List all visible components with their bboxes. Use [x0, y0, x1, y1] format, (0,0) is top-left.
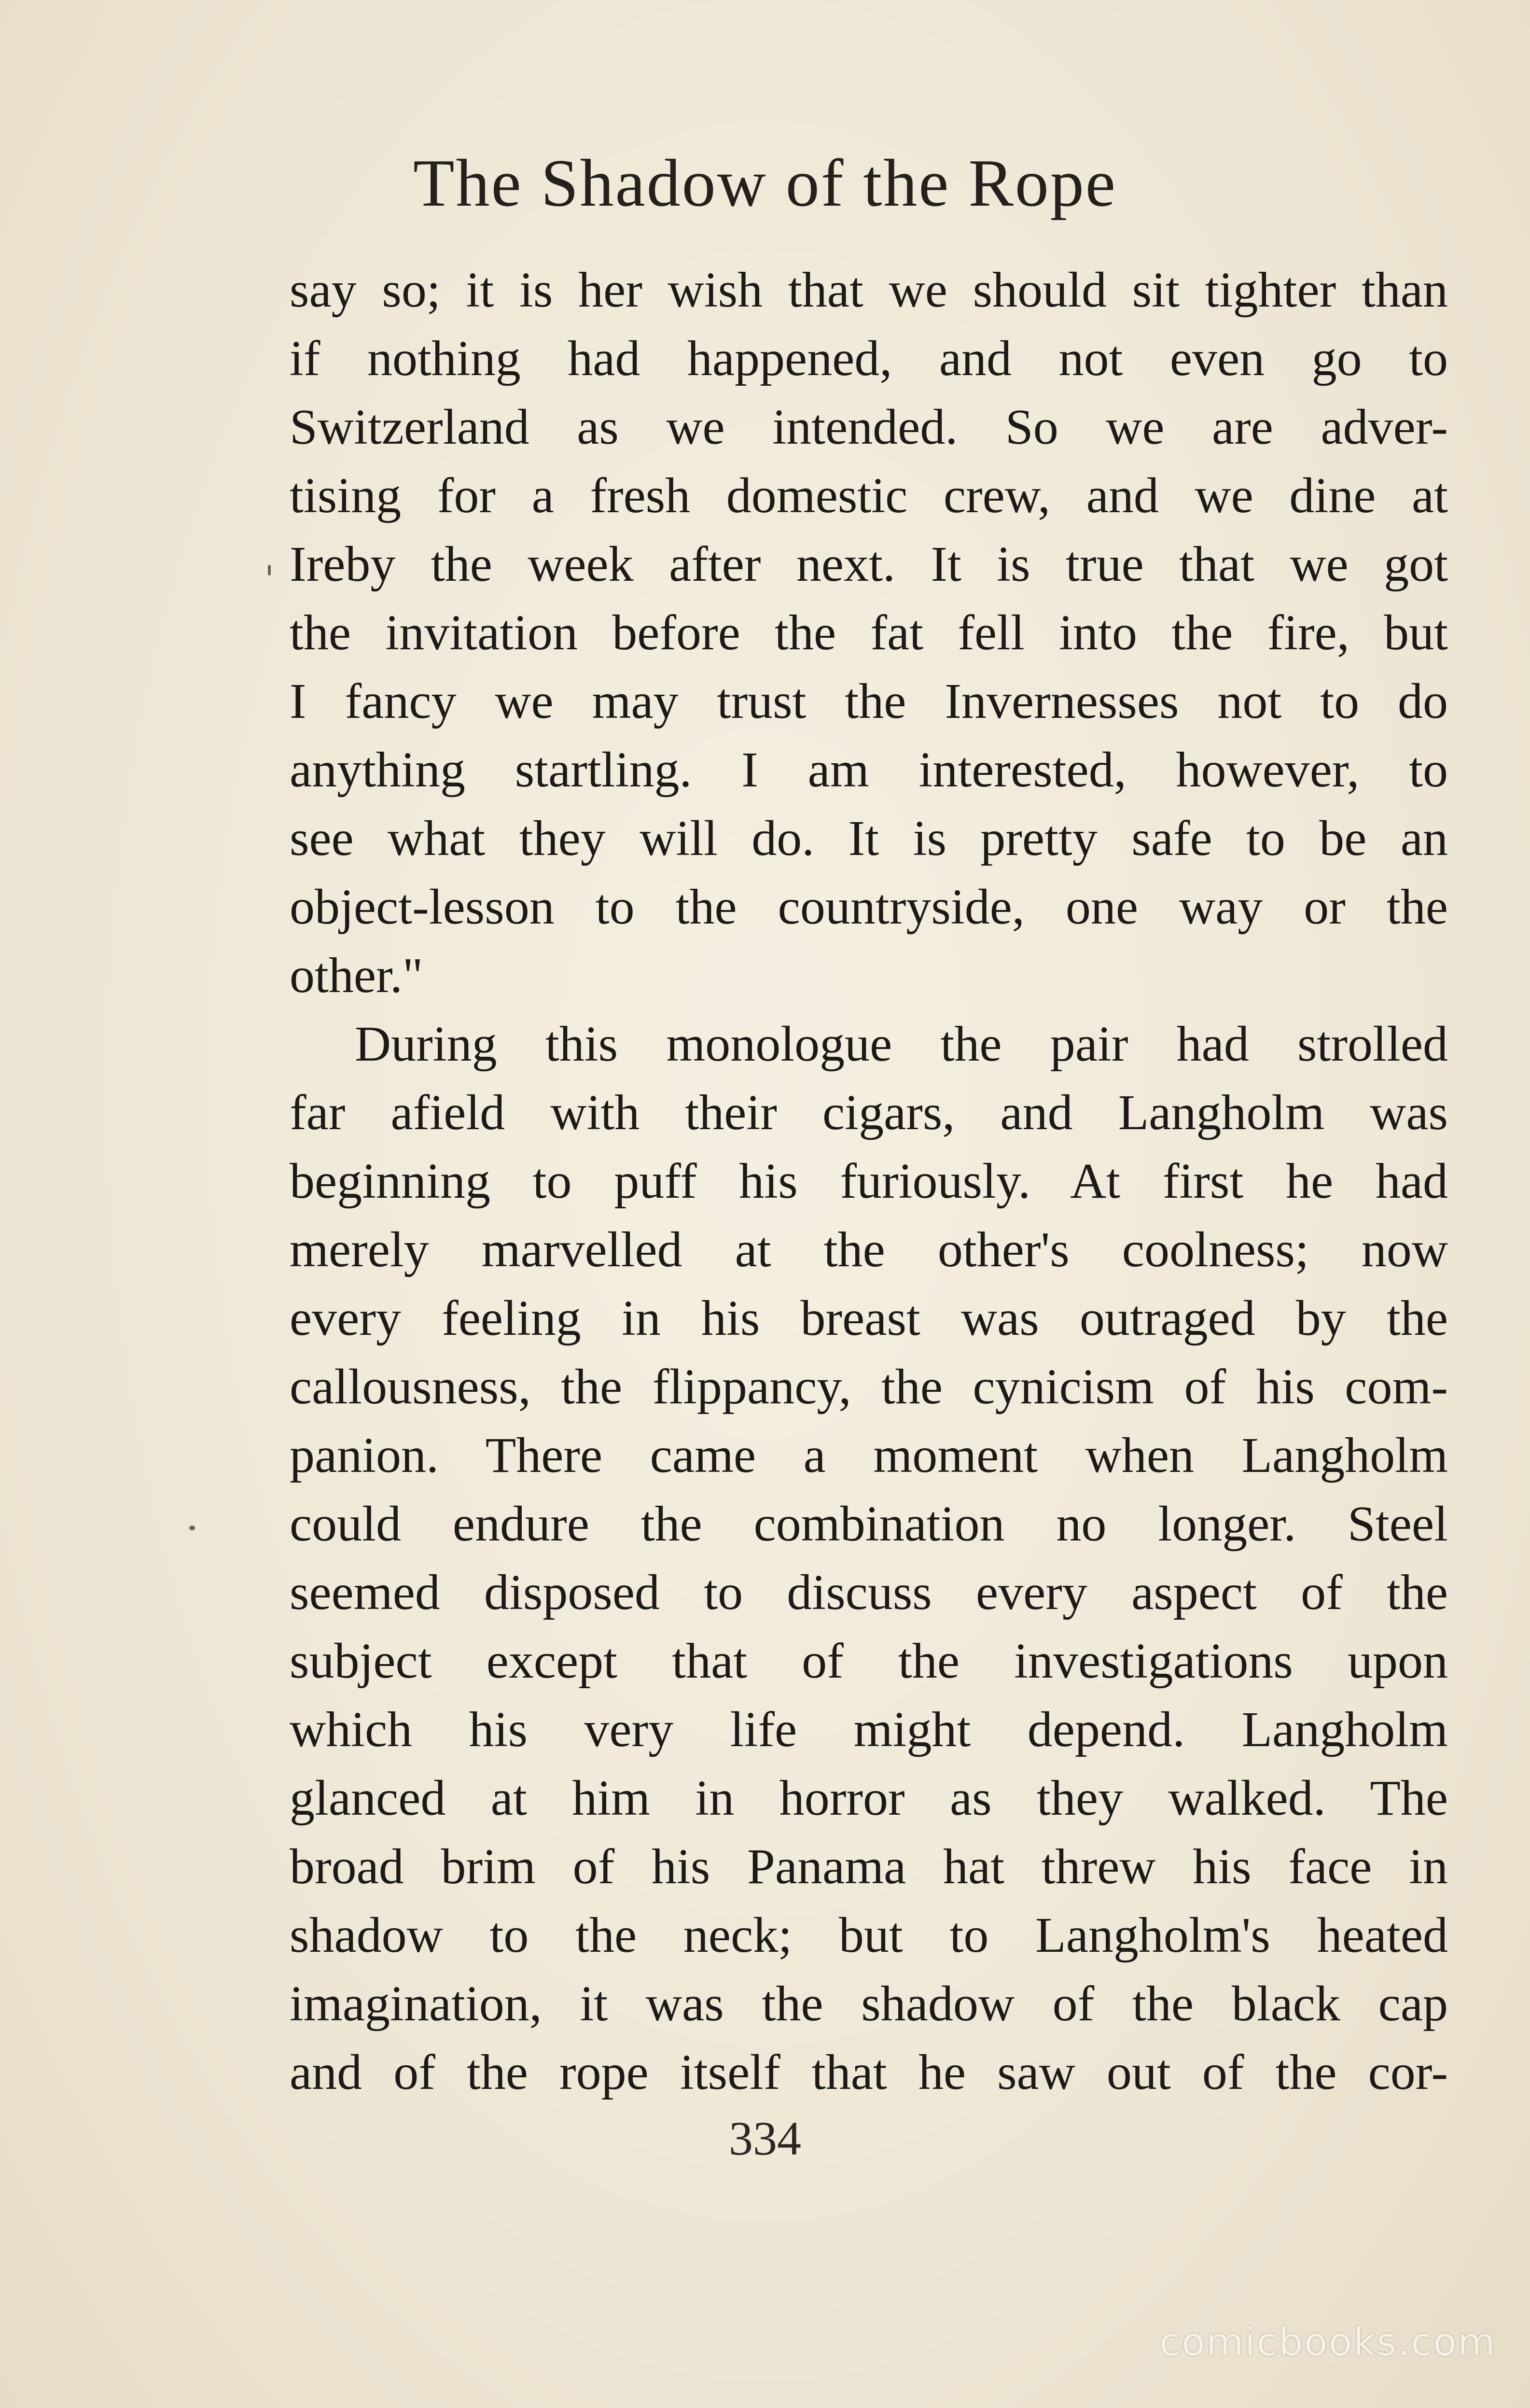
- text-line: glanced at him in horror as they walked. The: [290, 1770, 1448, 1826]
- text-line: which his very life might depend. Langholm: [290, 1702, 1448, 1757]
- text-line: if nothing had happened, and not even go to: [290, 331, 1448, 386]
- text-line: tising for a fresh domestic crew, and we dine at: [290, 468, 1448, 523]
- text-line: callousness, the flippancy, the cynicism of his com-: [290, 1359, 1448, 1414]
- text-line: seemed disposed to discuss every aspect of the: [290, 1565, 1448, 1620]
- text-line: beginning to puff his furiously. At first he had: [290, 1153, 1448, 1209]
- paragraph-end-line: other.": [290, 948, 423, 1003]
- text-line: the invitation before the fat fell into the fire, but: [290, 605, 1448, 660]
- text-line: say so; it is her wish that we should sit tighter than: [290, 262, 1448, 318]
- text-line: broad brim of his Panama hat threw his face in: [290, 1839, 1448, 1894]
- margin-speck: [189, 1526, 195, 1530]
- page-number: 334: [729, 2112, 801, 2165]
- text-line: anything startling. I am interested, however, to: [290, 742, 1448, 798]
- text-line: could endure the combination no longer. Steel: [290, 1496, 1448, 1552]
- body-text: [290, 256, 1448, 2107]
- text-line: panion. There came a moment when Langholm: [290, 1428, 1448, 1483]
- text-line: I fancy we may trust the Invernesses not to do: [290, 673, 1448, 729]
- text-line: Ireby the week after next. It is true that we got: [290, 536, 1448, 592]
- text-line: subject except that of the investigations upon: [290, 1633, 1448, 1689]
- text-line: far afield with their cigars, and Langholm was: [290, 1085, 1448, 1140]
- margin-speck: [268, 565, 271, 575]
- text-line: Switzerland as we intended. So we are adver-: [290, 399, 1448, 455]
- text-line: object-lesson to the countryside, one way or the: [290, 879, 1448, 935]
- watermark-text: comicbooks.com: [1159, 2320, 1496, 2365]
- paragraph-first-line: During this monologue the pair had strolled: [355, 1016, 1448, 1072]
- text-line: and of the rope itself that he saw out of the cor-: [290, 2044, 1448, 2100]
- text-line: every feeling in his breast was outraged by the: [290, 1290, 1448, 1346]
- text-line: imagination, it was the shadow of the black cap: [290, 1976, 1448, 2031]
- text-line: merely marvelled at the other's coolness; now: [290, 1222, 1448, 1277]
- text-line: see what they will do. It is pretty safe to be an: [290, 811, 1448, 866]
- running-title: The Shadow of the Rope: [413, 146, 1117, 221]
- text-line: shadow to the neck; but to Langholm's heated: [290, 1907, 1448, 1963]
